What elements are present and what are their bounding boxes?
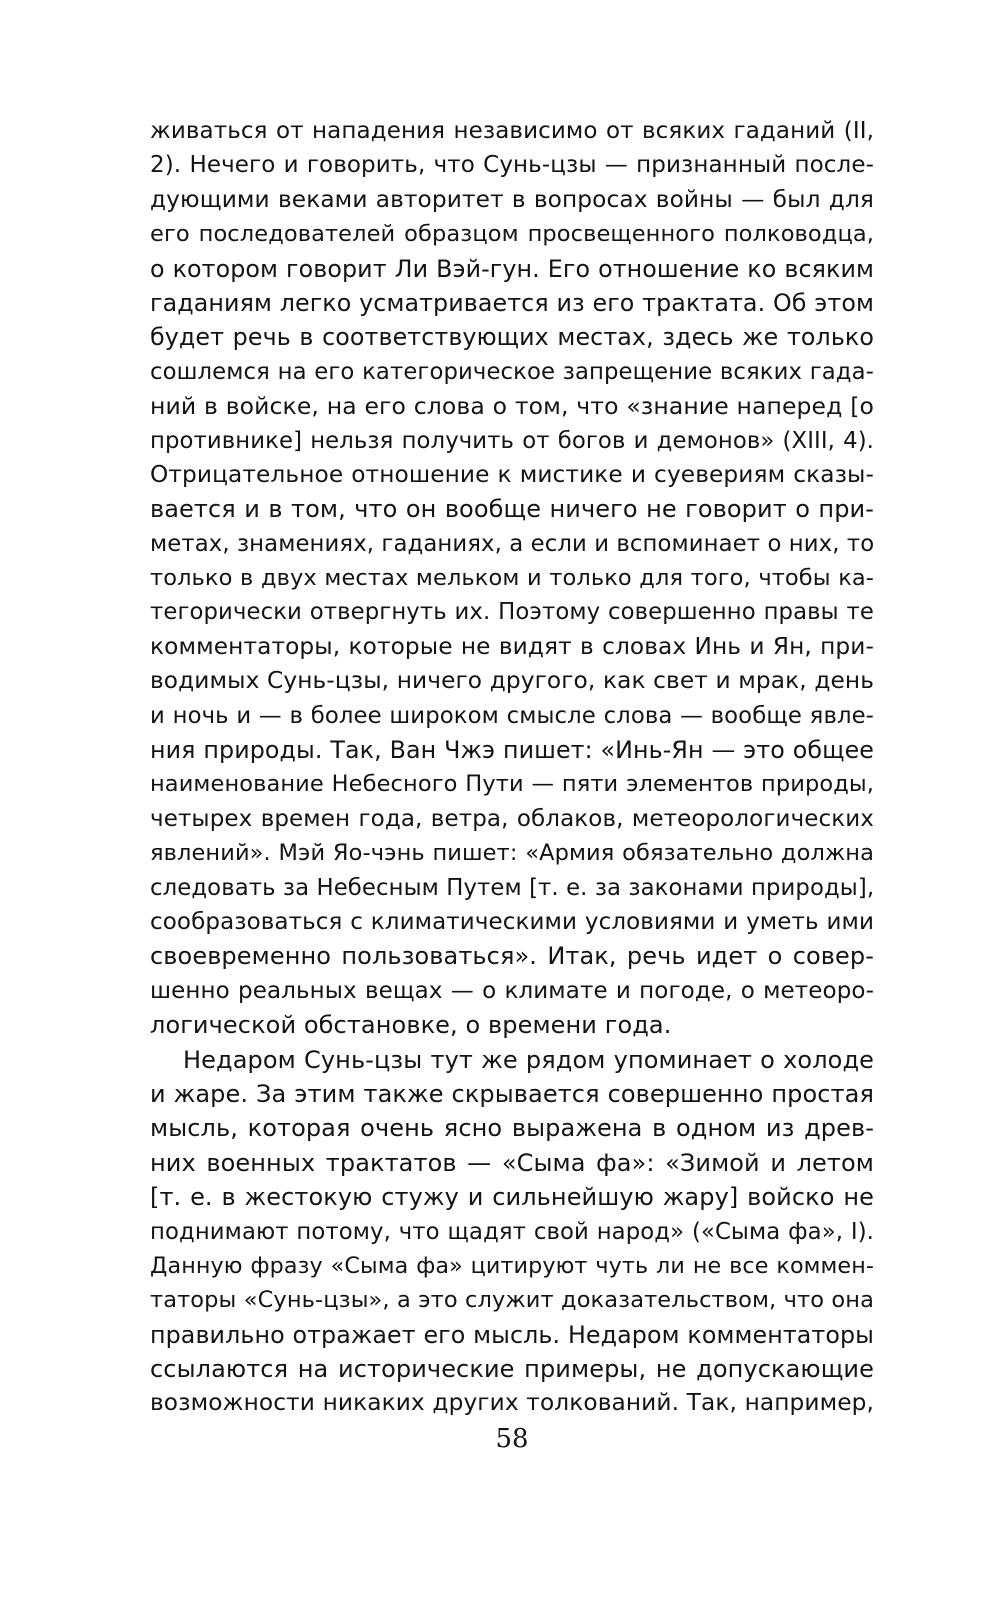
text-line: вается и в том, что он вообще ничего не говорит о при- <box>150 495 874 524</box>
text-line: возможности никаких других толкований. Так, например, <box>150 1389 874 1417</box>
text-line: поднимают потому, что щадят свой народ» («Сыма фа», I). <box>150 1218 874 1245</box>
text-line: комментаторы, которые не видят в словах Инь и Ян, при- <box>150 632 874 660</box>
text-line: будет речь в соответствующих местах, здесь же только <box>150 323 874 352</box>
text-line: них военных трактатов — «Сыма фа»: «Зимой и летом <box>150 1148 874 1177</box>
page-number: 58 <box>495 1424 529 1454</box>
text-line: явлений». Мэй Яо-чэнь пишет: «Армия обязательно должна <box>150 840 874 867</box>
text-line: правильно отражает его мысль. Недаром комментаторы <box>150 1320 874 1349</box>
text-line: 2). Нечего и говорить, что Сунь-цзы — признанный после- <box>150 152 874 179</box>
text-line: мысль, которая очень ясно выражена в одном из древ- <box>150 1114 874 1143</box>
text-line: живаться от нападения независимо от всяких гаданий (II, <box>150 118 874 144</box>
text-line: ссылаются на исторические примеры, не допускающие <box>150 1355 874 1384</box>
text-line: следовать за Небесным Путем [т. е. за законами природы], <box>150 874 875 901</box>
paragraph-1 <box>150 114 874 1043</box>
text-line: Отрицательное отношение к мистике и суевериям сказы- <box>150 460 874 488</box>
text-line: его последователей образцом просвещенного полководца, <box>150 221 874 248</box>
book-page <box>150 114 874 1494</box>
text-line: Данную фразу «Сыма фа» цитируют чуть ли не все коммен- <box>150 1252 874 1279</box>
text-line: и жаре. За этим также скрывается совершенно простая <box>150 1079 874 1108</box>
text-line: только в двух местах мельком и только для того, чтобы ка- <box>150 565 874 592</box>
text-line: четырех времен года, ветра, облаков, метеорологических <box>150 805 874 832</box>
text-line: ния природы. Так, Ван Чжэ пишет: «Инь-Ян — это общее <box>150 736 874 765</box>
text-line: наименование Небесного Пути — пяти элементов природы, <box>150 771 874 798</box>
text-line: противнике] нельзя получить от богов и демонов» (XIII, 4). <box>150 427 874 454</box>
text-line: шенно реальных вещах — о климате и погоде, о метеоро- <box>150 977 874 1004</box>
text-line: сообразоваться с климатическими условиями и уметь ими <box>150 908 874 935</box>
text-line: дующими веками авторитет в вопросах войны — был для <box>150 185 874 213</box>
text-line: таторы «Сунь-цзы», а это служит доказательством, что она <box>150 1287 874 1314</box>
text-line: своевременно пользоваться». Итак, речь идет о совер- <box>150 942 874 971</box>
text-line: тегорически отвергнуть их. Поэтому совершенно правы те <box>150 599 874 626</box>
paragraph-2 <box>150 1043 874 1421</box>
text-line: водимых Сунь-цзы, ничего другого, как свет и мрак, день <box>150 667 874 695</box>
text-line: о котором говорит Ли Вэй-гун. Его отношение ко всяким <box>150 254 874 283</box>
text-line: метах, знамениях, гаданиях, а если и вспоминает о них, то <box>150 530 875 557</box>
text-line: [т. е. в жестокую стужу и сильнейшую жару] войско не <box>150 1183 874 1212</box>
text-line: сошлемся на его категорическое запрещение всяких гада- <box>150 358 874 385</box>
text-line: Недаром Сунь-цзы тут же рядом упоминает о холоде <box>183 1045 874 1074</box>
text-line: и ночь и — в более широком смысле слова — вообще явле- <box>150 702 874 729</box>
body-text <box>150 114 874 1421</box>
text-line: логической обстановке, о времени года. <box>150 1011 672 1040</box>
text-line: гаданиям легко усматривается из его трактата. Об этом <box>150 288 874 317</box>
text-line: ний в войске, на его слова о том, что «знание наперед [о <box>150 392 874 421</box>
